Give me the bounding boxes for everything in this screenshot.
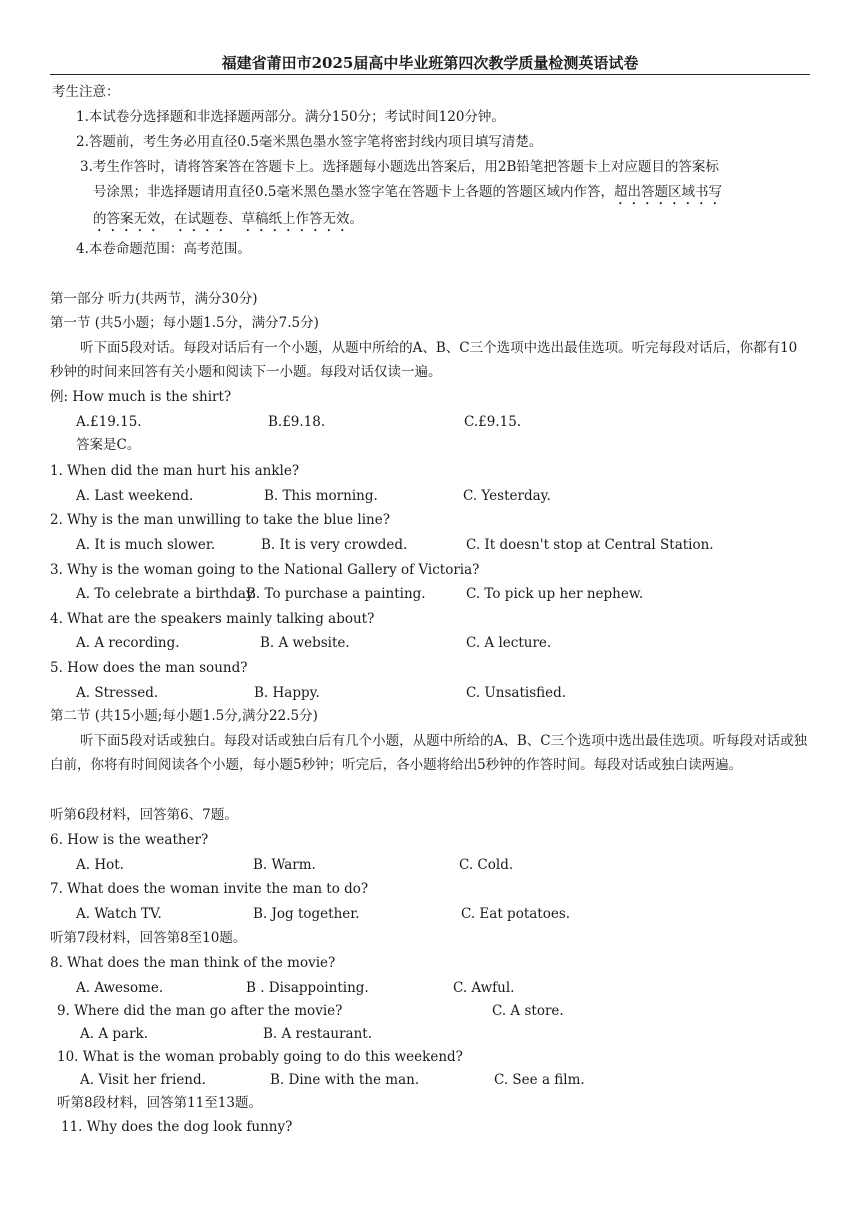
example-option-b: B.£9.18. bbox=[268, 414, 326, 430]
notice-item-3-line-2 bbox=[93, 183, 722, 208]
notice-item-3-line-2-emphasis: 超出答题区域书写 bbox=[613, 184, 722, 200]
question-7-option-a: A. Watch TV. bbox=[76, 906, 162, 922]
question-3-option-b: B. To purchase a painting. bbox=[246, 586, 426, 602]
material-8-instruction: 听第8段材料，回答第11至13题。 bbox=[57, 1095, 262, 1111]
question-1-option-c: C. Yesterday. bbox=[463, 488, 551, 504]
notice-item-4: 4.本卷命题范围：高考范围。 bbox=[76, 241, 251, 257]
question-5-stem: 5. How does the man sound? bbox=[50, 660, 248, 676]
question-2-stem: 2. Why is the man unwilling to take the blue line? bbox=[50, 512, 390, 528]
question-3-option-a: A. To celebrate a birthday. bbox=[76, 586, 257, 602]
section2-instruction: 听下面5段对话或独白。每段对话或独白后有几个小题，从题中所给的A、B、C三个选项中选出最佳选项。听每段对话或独白前，你将有时间阅读各个小题，每小题5秒钟；听完后，各小题将给出5秒钟的作答时间。每段对话或独白读两遍。 bbox=[50, 733, 808, 773]
question-10-option-a: A. Visit her friend. bbox=[80, 1072, 206, 1088]
question-1-option-b: B. This morning. bbox=[264, 488, 378, 504]
question-8-option-c: C. Awful. bbox=[453, 980, 515, 996]
question-8-option-a: A. Awesome. bbox=[76, 980, 164, 996]
question-1-option-a: A. Last weekend. bbox=[76, 488, 194, 504]
example-answer: 答案是C。 bbox=[76, 437, 141, 453]
question-9-option-a: A. A park. bbox=[80, 1026, 148, 1042]
question-10-option-b: B. Dine with the man. bbox=[270, 1072, 420, 1088]
question-4-option-c: C. A lecture. bbox=[466, 635, 552, 651]
question-7-option-c: C. Eat potatoes. bbox=[461, 906, 571, 922]
question-9-stem: 9. Where did the man go after the movie? bbox=[57, 1003, 343, 1019]
notice-item-3-line-3-emphasis: 的答案无效，在试题卷、草稿纸上作答无效 bbox=[93, 211, 350, 227]
notice-item-1: 1.本试卷分选择题和非选择题两部分。满分150分；考试时间120分钟。 bbox=[76, 109, 505, 125]
question-10-stem: 10. What is the woman probably going to do this weekend? bbox=[57, 1049, 463, 1065]
section2-heading: 第二节 (共15小题;每小题1.5分,满分22.5分) bbox=[50, 708, 318, 724]
example-option-c: C.£9.15. bbox=[464, 414, 522, 430]
question-6-stem: 6. How is the weather? bbox=[50, 832, 209, 848]
question-2-option-b: B. It is very crowded. bbox=[261, 537, 408, 553]
question-5-option-b: B. Happy. bbox=[254, 685, 320, 701]
question-5-option-a: A. Stressed. bbox=[76, 685, 159, 701]
example-question: 例: How much is the shirt? bbox=[50, 389, 232, 405]
section1-heading: 第一节 (共5小题；每小题1.5分，满分7.5分) bbox=[50, 315, 319, 331]
question-11-stem: 11. Why does the dog look funny? bbox=[61, 1119, 293, 1135]
question-4-option-a: A. A recording. bbox=[76, 635, 180, 651]
material-7-instruction: 听第7段材料，回答第8至10题。 bbox=[50, 930, 247, 946]
question-2-option-a: A. It is much slower. bbox=[76, 537, 216, 553]
exam-title: 福建省莆田市2025届高中毕业班第四次教学质量检测英语试卷 bbox=[221, 54, 639, 72]
question-7-option-b: B. Jog together. bbox=[253, 906, 360, 922]
section1-instruction: 听下面5段对话。每段对话后有一个小题，从题中所给的A、B、C三个选项中选出最佳选项。听完每段对话后，你都有10秒钟的时间来回答有关小题和阅读下一小题。每段对话仅读一遍。 bbox=[50, 340, 798, 380]
question-4-option-b: B. A website. bbox=[260, 635, 350, 651]
notice-item-3-line-3 bbox=[93, 210, 363, 235]
question-3-stem: 3. Why is the woman going to the National Gallery of Victoria? bbox=[50, 562, 480, 578]
notice-item-3-line-2-plain: 号涂黑；非选择题请用直径0.5毫米黑色墨水签字笔在答题卡上各题的答题区域内作答， bbox=[93, 184, 614, 200]
question-5-option-c: C. Unsatisfied. bbox=[466, 685, 567, 701]
question-6-option-b: B. Warm. bbox=[253, 857, 316, 873]
notice-item-3-line-1: 3.考生作答时，请将答案答在答题卡上。选择题每小题选出答案后，用2B铅笔把答题卡上对应题目的答案标 bbox=[80, 159, 719, 175]
question-8-option-b: B . Disappointing. bbox=[246, 980, 369, 996]
question-8-stem: 8. What does the man think of the movie? bbox=[50, 955, 336, 971]
notice-heading: 考生注意： bbox=[52, 84, 120, 100]
title-divider bbox=[50, 74, 810, 75]
notice-item-3-line-3-end: 。 bbox=[349, 211, 363, 227]
question-6-option-c: C. Cold. bbox=[459, 857, 514, 873]
notice-item-2: 2.答题前，考生务必用直径0.5毫米黑色墨水签字笔将密封线内项目填写清楚。 bbox=[76, 134, 543, 150]
question-10-option-c: C. See a film. bbox=[494, 1072, 585, 1088]
question-3-option-c: C. To pick up her nephew. bbox=[466, 586, 644, 602]
example-option-a: A.£19.15. bbox=[76, 414, 142, 430]
question-4-stem: 4. What are the speakers mainly talking about? bbox=[50, 611, 375, 627]
question-7-stem: 7. What does the woman invite the man to do? bbox=[50, 881, 369, 897]
question-9-option-b: B. A restaurant. bbox=[263, 1026, 372, 1042]
question-9-option-c: C. A store. bbox=[492, 1003, 564, 1019]
question-6-option-a: A. Hot. bbox=[76, 857, 124, 873]
material-6-instruction: 听第6段材料，回答第6、7题。 bbox=[50, 807, 238, 823]
part1-heading: 第一部分 听力(共两节，满分30分) bbox=[50, 291, 258, 307]
question-1-stem: 1. When did the man hurt his ankle? bbox=[50, 463, 300, 479]
question-2-option-c: C. It doesn't stop at Central Station. bbox=[466, 537, 714, 553]
